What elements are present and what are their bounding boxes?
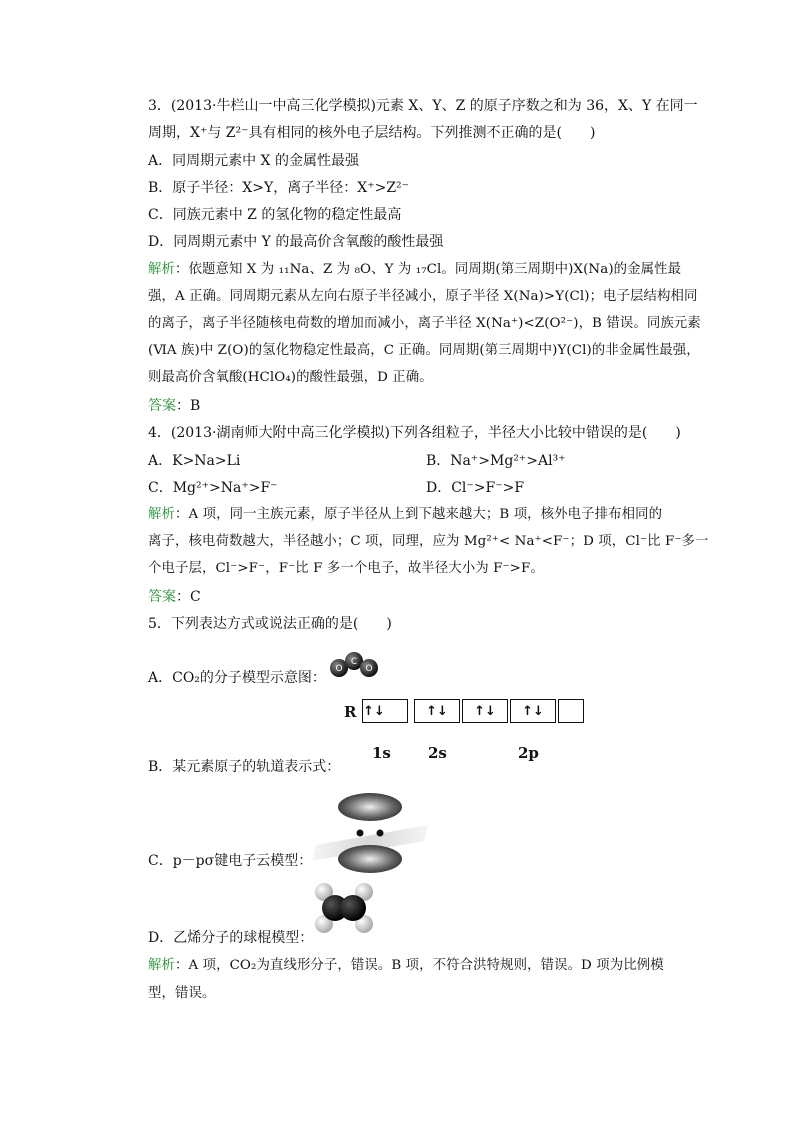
q3-option-c: C．同族元素中 Z 的氢化物的稳定性最高 bbox=[148, 207, 402, 223]
q5-option-a: A．CO₂的分子模型示意图： bbox=[148, 670, 326, 686]
q4-explanation-line2: 离子，核电荷数越大，半径越小；C 项，同理，应为 Mg²⁺< Na⁺<F⁻；D 项，Cl⁻比 F⁻多一 bbox=[148, 534, 709, 549]
orbital-box-2p-1-arrows: ↑↓ bbox=[474, 703, 496, 719]
q5-explanation-text1: ：A 项，CO₂为直线形分子，错误。B 项，不符合洪特规则，错误。D 项为比例模 bbox=[174, 958, 664, 973]
q3-option-d: D．同周期元素中 Y 的最高价含氧酸的酸性最强 bbox=[148, 234, 444, 250]
orbital-box-2p-2-arrows: ↑↓ bbox=[522, 703, 544, 719]
orbital-box-2p-3 bbox=[558, 699, 584, 723]
orbital-box-2s bbox=[414, 699, 460, 723]
ethene-c-2 bbox=[340, 895, 366, 921]
q3-answer bbox=[148, 396, 688, 416]
q4-option-d: D．Cl⁻>F⁻>F bbox=[426, 480, 525, 496]
q5-option-b: B．某元素原子的轨道表示式： bbox=[148, 759, 341, 775]
orbital-box-1s-arrows: ↑↓ bbox=[363, 703, 385, 719]
answer-label: 答案 bbox=[148, 398, 176, 414]
orbital-element-symbol: R bbox=[344, 703, 357, 721]
q4-answer-value: ：C bbox=[176, 589, 201, 605]
q3-explanation-line2: 强，A 正确。同周期元素从左向右原子半径减小，原子半径 X(Na)>Y(Cl)；电子层结构相同 bbox=[148, 289, 698, 304]
orbital-box-2s-arrows: ↑↓ bbox=[426, 703, 448, 719]
q5-option-c: C．p－pσ键电子云模型： bbox=[148, 853, 313, 869]
q4-stem-line1: 4．(2013·湖南师大附中高三化学模拟)下列各组粒子，半径大小比较中错误的是( ) bbox=[148, 425, 681, 441]
orbital-label-1s: 1s bbox=[372, 744, 391, 762]
q5-option-d: D．乙烯分子的球棍模型： bbox=[148, 930, 314, 946]
co2-label-o-left: O bbox=[335, 664, 343, 674]
sigma-nucleus-left bbox=[357, 830, 364, 837]
q3-explanation-line3: 的离子，离子半径随核电荷数的增加而减小，离子半径 X(Na⁺)<Z(O²⁻)，B 错误。同族元素 bbox=[148, 316, 701, 331]
co2-molecule-figure bbox=[324, 650, 384, 680]
answer-label: 答案 bbox=[148, 589, 176, 605]
q3-explanation-line1 bbox=[148, 260, 688, 280]
q5-stem: 5．下列表达方式或说法正确的是( ) bbox=[148, 616, 392, 632]
orbital-label-2s: 2s bbox=[428, 744, 447, 762]
q4-explanation-line1 bbox=[148, 505, 688, 525]
explanation-label: 解析 bbox=[148, 262, 175, 277]
q5-explanation-line2: 型，错误。 bbox=[148, 986, 216, 1001]
q4-option-a: A．K>Na>Li bbox=[148, 453, 241, 469]
orbital-box-2p-3-arrows bbox=[559, 700, 583, 722]
q4-options-row2 bbox=[148, 478, 688, 498]
q3-stem-line1: 3．(2013·牛栏山一中高三化学模拟)元素 X、Y、Z 的原子序数之和为 36，X、Y 在同一 bbox=[148, 98, 698, 114]
sigma-nucleus-right bbox=[377, 830, 384, 837]
sigma-lobe-top bbox=[338, 793, 402, 821]
q3-explanation-text1: ：依题意知 X 为 ₁₁Na、Z 为 ₈O、Y 为 ₁₇Cl。同周期(第三周期中)X(Na)的金属性最 bbox=[174, 262, 682, 277]
co2-label-o-right: O bbox=[365, 664, 373, 674]
q4-answer bbox=[148, 587, 688, 607]
q4-explanation-line3: 个电子层，Cl⁻>F⁻，F⁻比 F 多一个电子，故半径大小为 F⁻>F。 bbox=[148, 561, 544, 576]
q4-explanation-text1: ：A 项，同一主族元素，原子半径从上到下越来越大；B 项，核外电子排布相同的 bbox=[174, 507, 663, 522]
explanation-label: 解析 bbox=[148, 958, 175, 973]
orbital-box-2p-1 bbox=[462, 699, 508, 723]
q4-options-row1 bbox=[148, 451, 688, 471]
q3-option-b: B．原子半径：X>Y，离子半径：X⁺>Z²⁻ bbox=[148, 180, 410, 196]
q4-option-c: C．Mg²⁺>Na⁺>F⁻ bbox=[148, 480, 278, 496]
co2-label-c: C bbox=[350, 657, 358, 667]
orbital-label-2p: 2p bbox=[518, 744, 539, 762]
q4-option-b: B．Na⁺>Mg²⁺>Al³⁺ bbox=[426, 453, 566, 469]
orbital-box-1s bbox=[362, 699, 408, 723]
q3-option-a: A．同周期元素中 X 的金属性最强 bbox=[148, 153, 359, 169]
q3-stem-line2: 周期，X⁺与 Z²⁻具有相同的核外电子层结构。下列推测不正确的是( ) bbox=[148, 125, 596, 141]
explanation-label: 解析 bbox=[148, 507, 175, 522]
q3-explanation-line4: (ⅥA 族)中 Z(O)的氢化物稳定性最高，C 正确。同周期(第三周期中)Y(Cl)的非金属性最强， bbox=[148, 343, 700, 358]
orbital-box-2p-2 bbox=[510, 699, 556, 723]
q3-explanation-line5: 则最高价含氧酸(HClO₄)的酸性最强，D 正确。 bbox=[148, 370, 433, 385]
q5-explanation-line1 bbox=[148, 956, 688, 976]
q3-answer-value: ：B bbox=[176, 398, 201, 414]
